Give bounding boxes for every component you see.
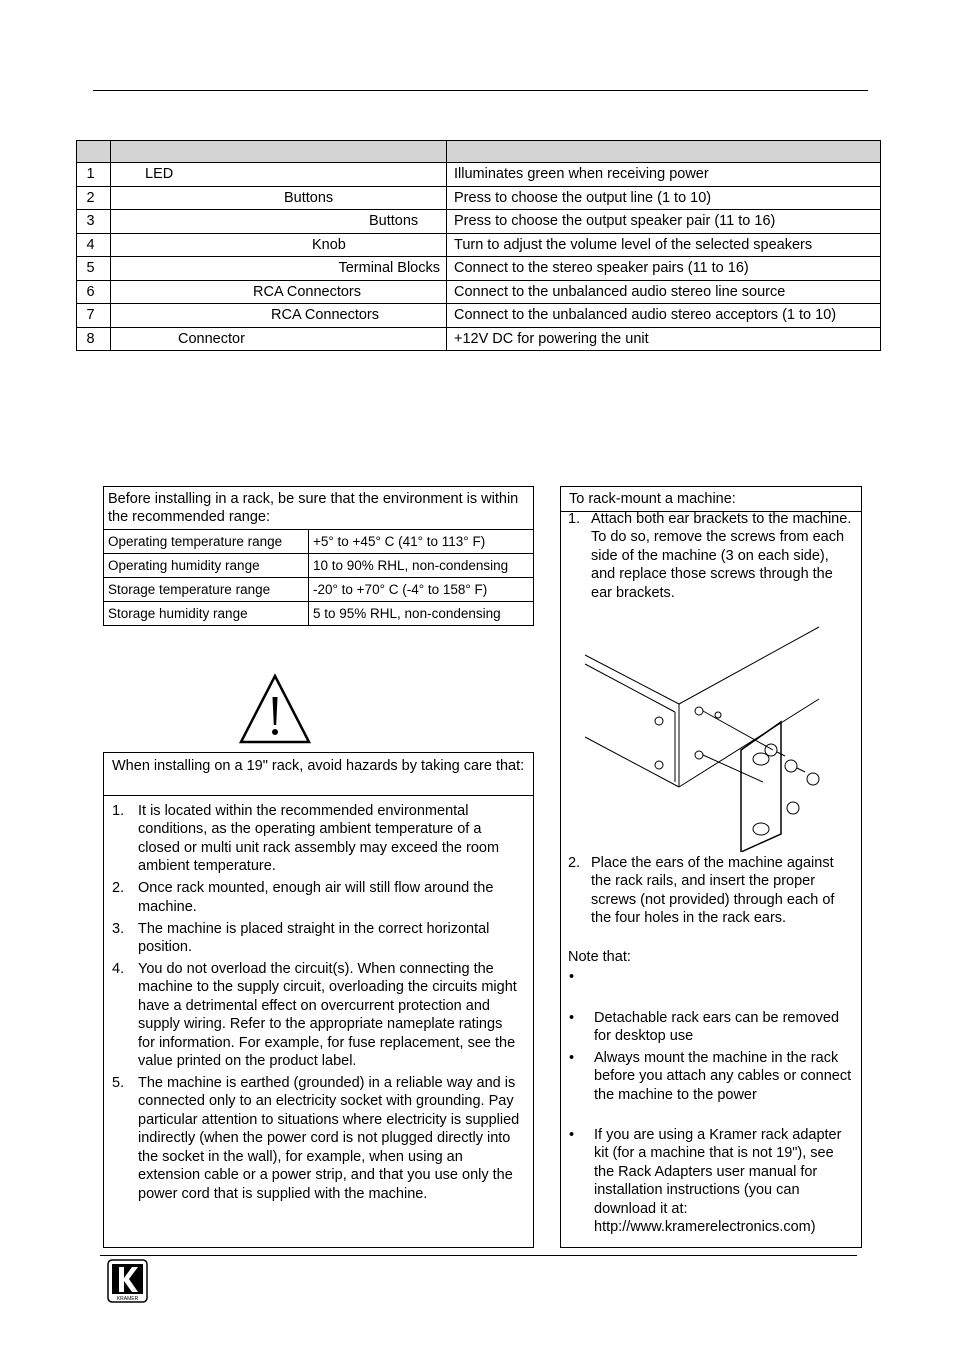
bullet-icon: • [569,1050,575,1066]
environment-value: +5° to +45° C (41° to 113° F) [309,530,534,554]
hazards-intro: When installing on a 19" rack, avoid hazards by taking care that: [104,753,533,796]
bullet-icon: • [569,969,575,985]
header-num [77,141,111,163]
feature-text: RCA Connectors [253,283,361,300]
row-feature [111,257,447,281]
feature-text: Knob [312,236,346,253]
row-function: +12V DC for powering the unit [447,327,881,351]
environment-table [103,486,534,626]
table-row [104,530,534,554]
note-bullet [569,1126,853,1236]
row-function: Turn to adjust the volume level of the selected speakers [447,233,881,257]
table-row [77,210,881,234]
header-rule [93,90,868,91]
row-number: 7 [77,304,111,328]
step-number: 1. [568,511,581,527]
row-function: Illuminates green when receiving power [447,163,881,187]
hazards-list [104,796,533,1203]
feature-text: Terminal Blocks [338,260,440,277]
item-text: Once rack mounted, enough air will still flow around the machine. [138,880,494,915]
environment-intro: Before installing in a rack, be sure that the environment is within the recommended range: [104,487,534,530]
rack-mount-title: To rack-mount a machine: [569,491,736,507]
list-item [112,960,523,1070]
step-number: 2. [568,855,581,871]
kramer-logo [107,1259,148,1303]
row-feature [111,210,447,234]
hazards-box [103,752,534,1248]
table-row [77,304,881,328]
row-function: Connect to the unbalanced audio stereo acceptors (1 to 10) [447,304,881,328]
rack-ear-diagram [583,622,845,852]
row-function: Press to choose the output speaker pair (11 to 16) [447,210,881,234]
row-feature [111,327,447,351]
row-number: 2 [77,186,111,210]
list-item [112,879,523,916]
rack-mount-box [560,486,862,1248]
features-table [76,140,881,351]
header-feature [111,141,447,163]
environment-label: Storage temperature range [104,578,309,602]
item-number: 1. [112,803,125,819]
row-function: Connect to the unbalanced audio stereo line source [447,280,881,304]
footer-rule [100,1255,857,1256]
warning-icon [239,673,311,745]
bullet-icon: • [569,1010,575,1026]
logo-wordmark: KRAMER [116,1296,139,1302]
item-text: The machine is earthed (grounded) in a reliable way and is connected only to an electricity socket with grounding. Pay particular attention to situations where electricity is supplied indirectly (when the power cord is not plugged directly into the socket in the wall), for example, when using an extension cable or a power strip, and that you use only the power cord that is supplied with the machine. [138,1075,520,1202]
item-number: 2. [112,880,125,897]
environment-value: -20° to +70° C (-4° to 158° F) [309,578,534,602]
table-row [77,257,881,281]
table-row [104,554,534,578]
item-text: The machine is placed straight in the correct horizontal position. [138,920,490,956]
step-text: Attach both ear brackets to the machine. To do so, remove the screws from each side of the machine (3 on each side), and replace those screws through the ear brackets. [591,511,852,601]
environment-label: Operating humidity range [104,554,309,578]
table-row [77,186,881,210]
note-bullet [569,968,853,986]
feature-text: LED [145,166,174,183]
table-row [77,163,881,187]
row-feature [111,163,447,187]
row-feature [111,280,447,304]
row-number: 6 [77,280,111,304]
row-function: Press to choose the output line (1 to 10) [447,186,881,210]
row-feature [111,186,447,210]
row-number: 1 [77,163,111,187]
note-bullet [569,1049,853,1104]
rack-step-1 [568,510,854,602]
environment-value: 10 to 90% RHL, non-condensing [309,554,534,578]
item-number: 4. [112,961,125,978]
environment-label: Operating temperature range [104,530,309,554]
step-text: Place the ears of the machine against the rack rails, and insert the proper screws (not provided) through each of the four holes in the rack ears. [591,855,835,927]
environment-value: 5 to 95% RHL, non-condensing [309,602,534,626]
list-item [112,802,523,876]
row-feature [111,233,447,257]
feature-text: Connector [178,330,245,347]
header-function [447,141,881,163]
environment-intro-row [104,487,534,530]
bullet-text: Detachable rack ears can be removed for desktop use [594,1010,840,1045]
item-number: 5. [112,1075,125,1092]
table-header-row [77,141,881,163]
environment-label: Storage humidity range [104,602,309,626]
item-text: You do not overload the circuit(s). When connecting the machine to the supply circuit, overloading the circuits might have a detrimental effect on overcurrent protection and supply wiring. Refer to the appropriate nameplate ratings for information. For example, for fuse replacement, see the value printed on the product label. [138,961,517,1070]
feature-text: Buttons [369,213,419,230]
table-row [104,578,534,602]
row-number: 4 [77,233,111,257]
list-item [112,1074,523,1203]
note-bullet [569,1009,853,1046]
feature-text: RCA Connectors [271,307,379,324]
item-text: It is located within the recommended environmental conditions, as the operating ambient temperature of a closed or multi unit rack assembly may exceed the room ambient temperature. [138,803,500,875]
row-number: 8 [77,327,111,351]
rack-step-2 [568,854,854,928]
row-number: 5 [77,257,111,281]
bullet-text: If you are using a Kramer rack adapter kit (for a machine that is not 19"), see the Rack Adapters user manual for installation instructions (you can download it at: http://www.kramerelectronics.com) [594,1127,842,1236]
table-row [77,327,881,351]
row-number: 3 [77,210,111,234]
list-item [112,920,523,957]
feature-text: Buttons [284,189,334,206]
table-row [77,280,881,304]
item-number: 3. [112,920,125,937]
bullet-text: Always mount the machine in the rack before you attach any cables or connect the machine to the power [594,1050,852,1103]
row-function: Connect to the stereo speaker pairs (11 to 16) [447,257,881,281]
row-feature [111,304,447,328]
note-label: Note that: [568,949,631,965]
table-row [77,233,881,257]
table-row [104,602,534,626]
bullet-icon: • [569,1127,575,1143]
